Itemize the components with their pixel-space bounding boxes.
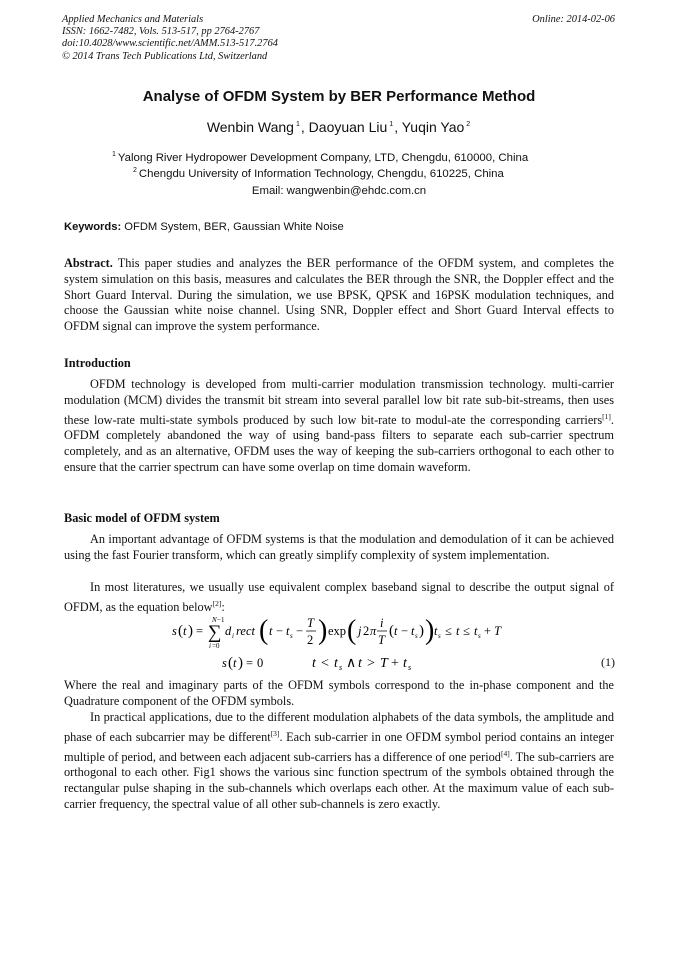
svg-text:−1: −1 bbox=[217, 616, 225, 624]
paragraph-text: In most literatures, we usually use equivalent complex baseband signal to describe the output signal of OFDM, as the equation below bbox=[64, 580, 614, 614]
svg-text:(: ( bbox=[389, 623, 394, 639]
introduction-paragraph bbox=[64, 377, 614, 476]
svg-text:t: t bbox=[434, 624, 438, 638]
svg-text:(: ( bbox=[259, 615, 269, 646]
svg-text:=: = bbox=[246, 656, 254, 670]
author-affiliation-mark: 1 bbox=[295, 121, 300, 128]
svg-text:−: − bbox=[296, 624, 304, 638]
svg-text:t: t bbox=[233, 656, 237, 670]
author-affiliation-mark: 1 bbox=[389, 121, 394, 128]
author-email: Email: wangwenbin@ehdc.com.cn bbox=[251, 185, 427, 197]
svg-text:<: < bbox=[321, 656, 329, 671]
svg-text:t: t bbox=[394, 624, 398, 638]
paper-title: Analyse of OFDM System by BER Performance Method bbox=[142, 88, 536, 105]
svg-text:s: s bbox=[415, 632, 418, 640]
keywords bbox=[64, 221, 344, 233]
svg-text:≤: ≤ bbox=[445, 624, 452, 638]
citation-3: [3] bbox=[270, 728, 280, 738]
svg-text:T: T bbox=[378, 633, 385, 647]
svg-text:d: d bbox=[225, 624, 232, 638]
svg-text:(: ( bbox=[347, 615, 357, 646]
svg-text:−: − bbox=[401, 624, 409, 638]
section-heading-basic-model: Basic model of OFDM system bbox=[64, 511, 220, 525]
equation-line-1 bbox=[172, 613, 512, 651]
svg-text:t: t bbox=[474, 624, 478, 638]
svg-text:exp: exp bbox=[328, 624, 347, 638]
affiliation-number: 2 bbox=[133, 167, 137, 174]
paragraph-text: OFDM technology is developed from multi-carrier modulation transmission technology. multi-carrier modulation (MCM) divides the transmit bit stream into several parallel low bit rate sub-bit-streams, then uses these low-rate multi-state symbols produced by such low bit-rate to modul-ate the corresponding carriers bbox=[64, 377, 614, 427]
citation-2: [2] bbox=[212, 598, 222, 608]
basic-paragraph-4 bbox=[64, 710, 614, 813]
svg-text:∧: ∧ bbox=[346, 656, 357, 671]
affiliation-2 bbox=[133, 167, 504, 180]
svg-text:s: s bbox=[339, 663, 343, 672]
svg-text:): ) bbox=[425, 615, 435, 646]
svg-text:t: t bbox=[358, 656, 362, 671]
paragraph-text: . The sub-carriers are orthogonal to each other. Fig1 shows the various sinc function spectrum of the symbols obtained through the rectangular pulse shaping in the sub-channels which overlaps each other. At the maximum value of each sub-carrier frequency, the spectral value of all other sub-channels is zero exactly. bbox=[64, 749, 614, 811]
abstract bbox=[64, 256, 614, 335]
svg-text:rect: rect bbox=[236, 624, 255, 638]
svg-text:+: + bbox=[484, 624, 492, 638]
svg-text:i: i bbox=[380, 616, 384, 630]
author-name: Daoyuan Liu bbox=[308, 119, 388, 135]
author-separator: , bbox=[394, 119, 402, 135]
svg-text:∑: ∑ bbox=[208, 622, 222, 643]
journal-doi: doi:10.4028/www.scientific.net/AMM.513-517.2764 bbox=[62, 38, 278, 50]
svg-text:N: N bbox=[212, 616, 217, 624]
online-date: Online: 2014-02-06 bbox=[532, 14, 615, 25]
svg-text:s: s bbox=[478, 632, 481, 640]
svg-text:s: s bbox=[172, 624, 177, 638]
citation-1: [1] bbox=[602, 411, 611, 421]
svg-text:s: s bbox=[222, 656, 227, 670]
affiliation-1 bbox=[112, 151, 528, 164]
author-name: Wenbin Wang bbox=[206, 119, 294, 135]
svg-text:t: t bbox=[403, 656, 407, 671]
svg-text:t: t bbox=[456, 624, 460, 638]
svg-text:): ) bbox=[318, 615, 328, 646]
svg-text:(: ( bbox=[228, 655, 233, 671]
svg-text:j: j bbox=[358, 624, 362, 638]
journal-name: Applied Mechanics and Materials bbox=[62, 14, 204, 25]
journal-header bbox=[62, 14, 278, 63]
svg-text:−: − bbox=[276, 624, 284, 638]
paragraph-text: In practical applications, due to the different modulation alphabets of the data symbols, the amplitude and phase of each subcarrier may be different bbox=[64, 710, 614, 744]
svg-text:>: > bbox=[367, 656, 375, 671]
citation-4: [4] bbox=[500, 748, 510, 758]
svg-text:): ) bbox=[188, 623, 193, 639]
keywords-label: Keywords: bbox=[64, 221, 122, 233]
svg-text:i: i bbox=[209, 642, 211, 650]
svg-text:≤: ≤ bbox=[463, 624, 470, 638]
svg-text:t: t bbox=[334, 656, 338, 671]
basic-paragraph-3: Where the real and imaginary parts of the OFDM symbols correspond to the in-phase component and the Quadrature component of the OFDM symbols. bbox=[64, 678, 614, 708]
basic-paragraph-1: An important advantage of OFDM systems is that the modulation and demodulation of it can be achieved using the fast Fourier transform, which can greatly simplify complexity of system implementation. bbox=[64, 532, 614, 562]
svg-text:0: 0 bbox=[257, 656, 264, 670]
svg-text:=: = bbox=[196, 624, 204, 638]
svg-text:T: T bbox=[307, 616, 314, 630]
svg-text:s: s bbox=[438, 632, 441, 640]
svg-text:T: T bbox=[494, 624, 501, 638]
svg-text:π: π bbox=[370, 624, 377, 638]
svg-text:t: t bbox=[411, 624, 415, 638]
svg-text:t: t bbox=[286, 624, 290, 638]
svg-text:s: s bbox=[408, 663, 412, 672]
basic-paragraph-2 bbox=[64, 580, 614, 616]
abstract-label: Abstract. bbox=[64, 256, 113, 270]
svg-text:T: T bbox=[380, 656, 388, 671]
svg-text:=0: =0 bbox=[212, 642, 220, 650]
paragraph-text: . Each sub-carrier in one OFDM symbol period contains an integer multiple of period, and between each adjacent sub-carriers has a difference of one period bbox=[64, 729, 614, 764]
journal-copyright: © 2014 Trans Tech Publications Ltd, Switzerland bbox=[62, 50, 268, 62]
equation-line-2 bbox=[222, 651, 622, 673]
affiliation-text: Chengdu University of Information Technology, Chengdu, 610225, China bbox=[138, 168, 504, 180]
author-name: Yuqin Yao bbox=[401, 119, 465, 135]
svg-text:+: + bbox=[391, 656, 399, 671]
svg-text:i: i bbox=[232, 632, 234, 640]
keywords-text: OFDM System, BER, Gaussian White Noise bbox=[121, 221, 344, 233]
affiliation-number: 1 bbox=[112, 151, 116, 158]
abstract-text: This paper studies and analyzes the BER performance of the OFDM system, and completes the system simulation on this basis, measures and calculates the BER through the SNR, the Doppler effect and the Short Guard Interval. During the simulation, we use BPSK, QPSK and 16PSK modulation techniques, and choose the Gaussian white noise channel. Using SNR, Doppler effect and Short Guard Interval effects to OFDM signal can improve the system performance. bbox=[64, 256, 614, 334]
affiliation-text: Yalong River Hydropower Development Company, LTD, Chengdu, 610000, China bbox=[117, 152, 529, 164]
svg-text:2: 2 bbox=[307, 633, 314, 647]
author-separator: , bbox=[300, 119, 309, 135]
paragraph-text: . OFDM completely abandoned the way of using band-pass filters to separate each sub-carrier spectrum completely, and as an alternative, OFDM uses the way of keeping the sub-carriers orthogonal to each other to ensure that the carrier spectrum can have some overlap on time domain waveform. bbox=[64, 412, 614, 474]
author-affiliation-mark: 2 bbox=[466, 121, 471, 128]
svg-text:t: t bbox=[269, 624, 273, 638]
svg-text:): ) bbox=[419, 623, 424, 639]
svg-text:t: t bbox=[183, 624, 187, 638]
svg-text:t: t bbox=[312, 656, 316, 671]
journal-issn: ISSN: 1662-7482, Vols. 513-517, pp 2764-2767 bbox=[62, 26, 260, 38]
svg-text:(: ( bbox=[178, 623, 183, 639]
equation-number: (1) bbox=[601, 655, 615, 669]
svg-text:2: 2 bbox=[363, 624, 370, 638]
author-list bbox=[0, 119, 678, 135]
svg-text:s: s bbox=[290, 632, 293, 640]
svg-text:): ) bbox=[238, 655, 243, 671]
paragraph-text: : bbox=[221, 599, 225, 614]
section-heading-introduction: Introduction bbox=[64, 356, 131, 370]
